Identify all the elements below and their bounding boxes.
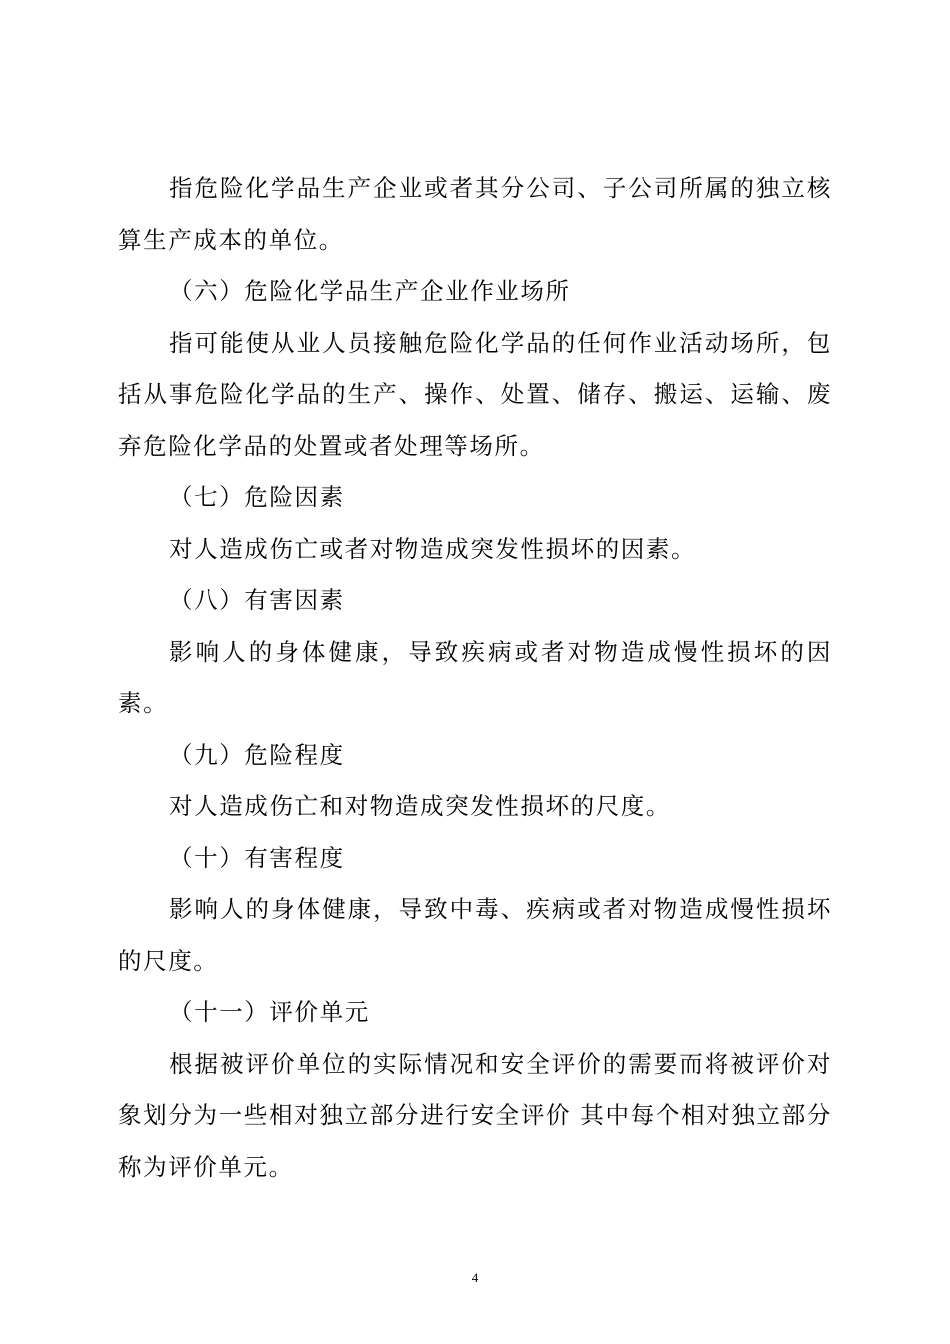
heading-harm-degree: （十）有害程度 (169, 843, 345, 872)
heading-workplace: （六）危险化学品生产企业作业场所 (169, 277, 571, 305)
paragraph-hazard-degree-definition: 对人造成伤亡和对物造成突发性损坏的尺度。 (169, 792, 671, 820)
paragraph-production-unit-definition: 指危险化学品生产企业或者其分公司、子公司所属的独立核算生产成本的单位。 (118, 174, 832, 254)
paragraph-evaluation-unit-definition: 根据被评价单位的实际情况和安全评价的需要而将被评价对象划分为一些相对独立部分进行安全评价 其中每个相对独立部分称为评价单元。 (118, 1049, 832, 1181)
heading-hazard-factor: （七）危险因素 (169, 483, 345, 511)
heading-hazard-degree: （九）危险程度 (169, 740, 345, 769)
heading-harmful-factor: （八）有害因素 (169, 586, 345, 614)
heading-evaluation-unit: （十一）评价单元 (169, 998, 370, 1026)
page-number: 4 (471, 1270, 479, 1285)
paragraph-workplace-definition: 指可能使从业人员接触危险化学品的任何作业活动场所，包括从事危险化学品的生产、操作、处置、储存、搬运、运输、废弃危险化学品的处置或者处理等场所。 (118, 328, 832, 460)
paragraph-harmful-factor-definition: 影响人的身体健康，导致疾病或者对物造成慢性损坏的因素。 (118, 637, 832, 717)
paragraph-harm-degree-definition: 影响人的身体健康，导致中毒、疾病或者对物造成慢性损坏的尺度。 (118, 895, 832, 975)
paragraph-hazard-factor-definition: 对人造成伤亡或者对物造成突发性损坏的因素。 (169, 534, 697, 563)
document-body (118, 163, 832, 1193)
